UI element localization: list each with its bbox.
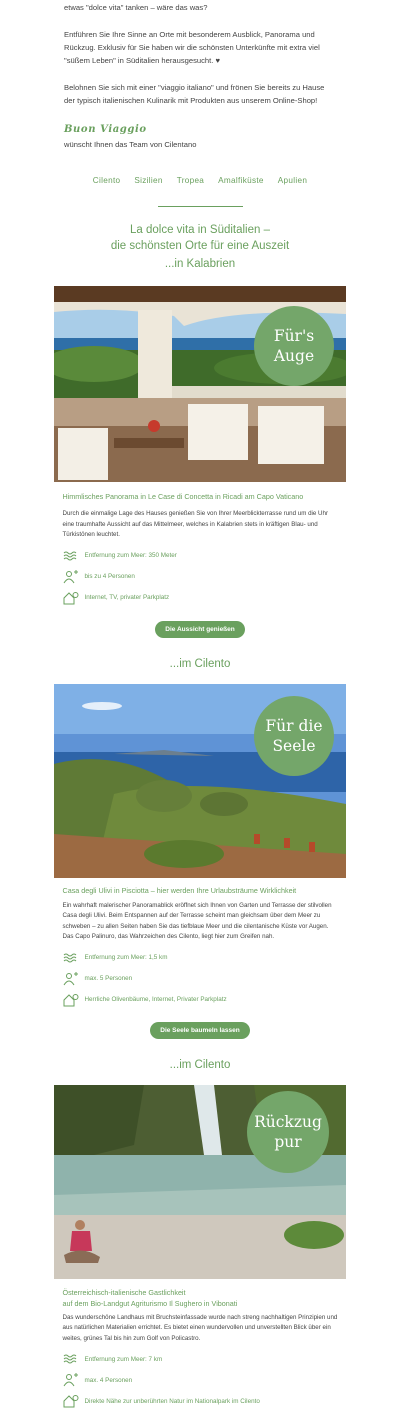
feature-text: Herrliche Olivenbäume, Internet, Privater Parkplatz [84, 996, 227, 1003]
persons-icon [63, 972, 79, 986]
headline-line: die schönsten Orte für eine Auszeit [110, 240, 290, 252]
listing-title-line: Österreichisch-italienische Gastlichkeit [62, 1287, 186, 1297]
nav-link-tropea[interactable]: Tropea [176, 176, 205, 185]
feature-amenities [63, 993, 338, 1007]
waves-icon [63, 549, 79, 563]
feature-persons [63, 570, 338, 584]
feature-text: bis zu 4 Personen [84, 573, 135, 580]
feature-text: max. 5 Personen [84, 975, 133, 982]
section-title: ...im Cilento [169, 1058, 231, 1071]
listing-card [63, 886, 338, 1007]
feature-amenities [63, 591, 338, 605]
region-nav [0, 176, 400, 185]
feature-distance [63, 951, 338, 965]
house-amenities-icon [63, 1394, 79, 1408]
listing-card [63, 492, 338, 605]
listing-description: Durch die einmalige Lage des Hauses genießen Sie von Ihrer Meerblickterrasse rund um die Uhr eine traumhafte Aussicht auf das Mittelmeer, welches in Kalabrien stets in kräftigen Blau- und Türkistönen leuchtet. [62, 510, 329, 538]
badge-line: Auge [273, 347, 315, 365]
feature-distance [63, 1352, 338, 1366]
nav-link-cilento[interactable]: Cilento [92, 176, 121, 185]
waves-icon [63, 1352, 79, 1366]
house-amenities-icon [63, 591, 79, 605]
feature-text: Internet, TV, privater Parkplatz [84, 594, 170, 601]
main-headline [0, 222, 400, 254]
section-title: ...im Cilento [169, 657, 231, 670]
photo-waterfall [54, 1085, 346, 1279]
badge-line: Für's [273, 327, 315, 345]
feature-persons [63, 972, 338, 986]
listing-title[interactable]: Himmlisches Panorama in Le Case di Concetta in Ricadi am Capo Vaticano [62, 492, 304, 501]
nav-link-apulien[interactable]: Apulien [277, 176, 308, 185]
badge-line: Rückzug [254, 1112, 322, 1131]
badge-rueckzug-pur [247, 1091, 329, 1173]
section-title: ...in Kalabrien [164, 258, 236, 270]
badge-line: Seele [272, 736, 316, 755]
photo-terrace [54, 286, 346, 482]
relax-soul-button[interactable]: Die Seele baumeln lassen [150, 1022, 249, 1039]
badge-fuer-die-seele [254, 696, 334, 776]
intro-section [0, 0, 400, 151]
feature-distance [63, 549, 338, 563]
nav-link-amalfikueste[interactable]: Amalfiküste [218, 176, 264, 185]
persons-icon [63, 1373, 79, 1387]
intro-paragraph: Belohnen Sie sich mit einer "viaggio italiano" und frönen Sie bereits zu Hause der typisch italienischen Kulinarik mit Produkten aus unserem Online-Shop! [64, 83, 325, 105]
listing-title[interactable] [63, 1287, 338, 1309]
divider [158, 206, 243, 207]
feature-text: Entfernung zum Meer: 7 km [84, 1355, 163, 1363]
signature-subtitle: wünscht Ihnen das Team von Cilentano [64, 140, 197, 149]
listing-title-line: auf dem Bio-Landgut Agriturismo Il Sughero in Vibonati [62, 1298, 238, 1308]
listing-description: Das wunderschöne Landhaus mit Bruchsteinfassade wurde nach streng nachhaltigen Prinzipien und aus natürlichen Materialien errichtet. Es bietet einen wundervollen und unverstellten Blick über ein weites, grünes Tal bis hin zum Golf von Policastro. [62, 1313, 338, 1342]
enjoy-view-button[interactable]: Die Aussicht genießen [155, 621, 244, 638]
feature-text: max. 4 Personen [84, 1376, 133, 1384]
intro-line: etwas "dolce vita" tanken – wäre das was? [64, 3, 208, 12]
photo-olive-grove [54, 684, 346, 878]
badge-line: pur [274, 1132, 302, 1151]
badge-line: Für die [265, 716, 323, 735]
feature-text: Direkte Nähe zur unberührten Natur im Nationalpark im Cilento [84, 1397, 260, 1405]
feature-text: Entfernung zum Meer: 1,5 km [84, 954, 168, 961]
feature-text: Entfernung zum Meer: 350 Meter [84, 552, 177, 559]
button-wrap [0, 618, 400, 638]
waves-icon [63, 951, 79, 965]
persons-icon [63, 570, 79, 584]
house-amenities-icon [63, 993, 79, 1007]
listing-card [63, 1287, 338, 1409]
intro-paragraph: Entführen Sie Ihre Sinne an Orte mit besonderem Ausblick, Panorama und Rückzug. Exklusiv für Sie haben wir die schönsten Unterkünfte mit extra viel "süßem Leben" in Süditalien herausgesucht. ♥ [64, 30, 320, 65]
nav-link-sizilien[interactable]: Sizilien [134, 176, 163, 185]
listing-title[interactable]: Casa degli Ulivi in Pisciotta – hier werden Ihre Urlaubsträume Wirklichkeit [62, 885, 297, 895]
listing-description: Ein wahrhaft malerischer Panoramablick eröffnet sich Ihnen von Garten und Terrasse der stilvollen Casa degli Ulivi. Beim Entspannen auf der Terrasse scheint man gleichsam über dem Meer zu schweben – zu allen Seiten haben Sie das tiefblaue Meer und die cilentanische Küste vor Augen. Das Capo Palinuro, das Wahrzeichen des Cilento, liegt hier zum Greifen nah. [62, 901, 332, 940]
headline-line: La dolce vita in Süditalien – [129, 224, 270, 236]
button-wrap [0, 1019, 400, 1039]
badge-fuers-auge [254, 306, 334, 386]
signature-title: Buon Viaggio [64, 124, 147, 135]
feature-amenities [63, 1394, 338, 1408]
feature-persons [63, 1373, 338, 1387]
